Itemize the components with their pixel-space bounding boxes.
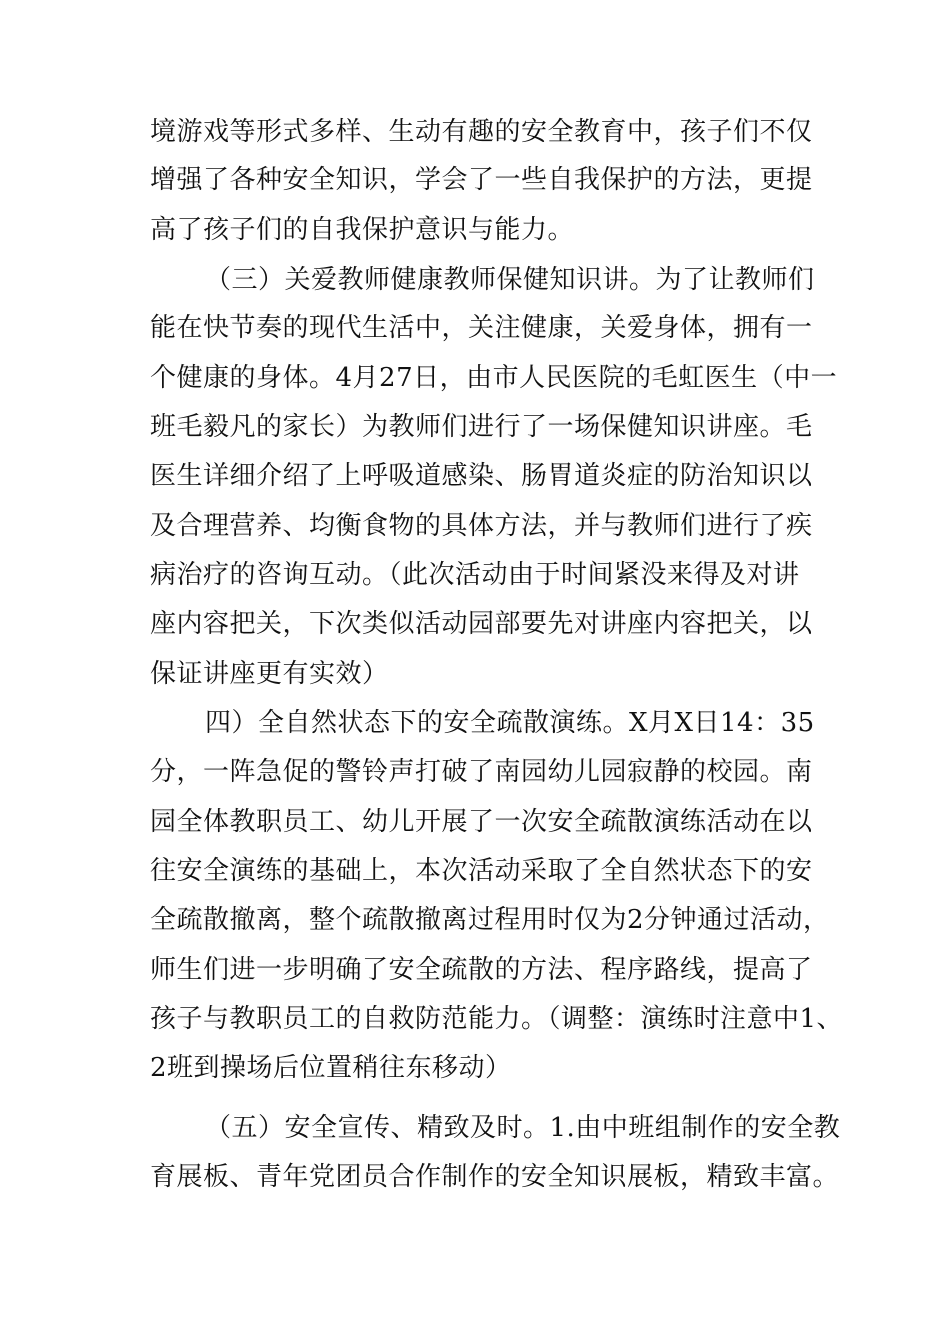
text-line: 师生们进一步明确了安全疏散的方法、程序路线，提高了 <box>150 955 813 985</box>
paragraph-start-line: （三）关爱教师健康教师保健知识讲。为了让教师们 <box>205 265 815 295</box>
text-line: 育展板、青年党团员合作制作的安全知识展板，精致丰富。 <box>150 1162 840 1192</box>
text-line: 往安全演练的基础上，本次活动采取了全自然状态下的安 <box>150 856 813 886</box>
text-line: 医生详细介绍了上呼吸道感染、肠胃道炎症的防治知识以 <box>150 461 813 491</box>
text-line: 班毛毅凡的家长）为教师们进行了一场保健知识讲座。毛 <box>150 412 813 442</box>
text-line: 病治疗的咨询互动。（此次活动由于时间紧没来得及对讲 <box>150 560 800 590</box>
text-line: 座内容把关，下次类似活动园部要先对讲座内容把关，以 <box>150 609 813 639</box>
text-line: 园全体教职员工、幼儿开展了一次安全疏散演练活动在以 <box>150 807 813 837</box>
text-line: 增强了各种安全知识，学会了一些自我保护的方法，更提 <box>150 165 813 195</box>
paragraph-start-line: 四）全自然状态下的安全疏散演练。X月X日14：35 <box>205 708 815 738</box>
text-line: 全疏散撤离，整个疏散撤离过程用时仅为2分钟通过活动， <box>150 905 830 935</box>
paragraph-start-line: （五）安全宣传、精致及时。1.由中班组制作的安全教 <box>205 1113 841 1143</box>
text-line: 境游戏等形式多样、生动有趣的安全教育中，孩子们不仅 <box>150 117 813 147</box>
text-line: 及合理营养、均衡食物的具体方法，并与教师们进行了疾 <box>150 511 813 541</box>
text-line: 能在快节奏的现代生活中，关注健康，关爱身体，拥有一 <box>150 313 813 343</box>
text-line: 高了孩子们的自我保护意识与能力。 <box>150 215 575 245</box>
text-line: 个健康的身体。4月27日，由市人民医院的毛虹医生（中一 <box>150 363 838 393</box>
text-line: 2班到操场后位置稍往东移动） <box>150 1053 512 1083</box>
text-line: 孩子与教职员工的自救防范能力。（调整：演练时注意中1、 <box>150 1004 844 1034</box>
text-line: 分，一阵急促的警铃声打破了南园幼儿园寂静的校园。南 <box>150 757 813 787</box>
text-line: 保证讲座更有实效） <box>150 659 389 689</box>
